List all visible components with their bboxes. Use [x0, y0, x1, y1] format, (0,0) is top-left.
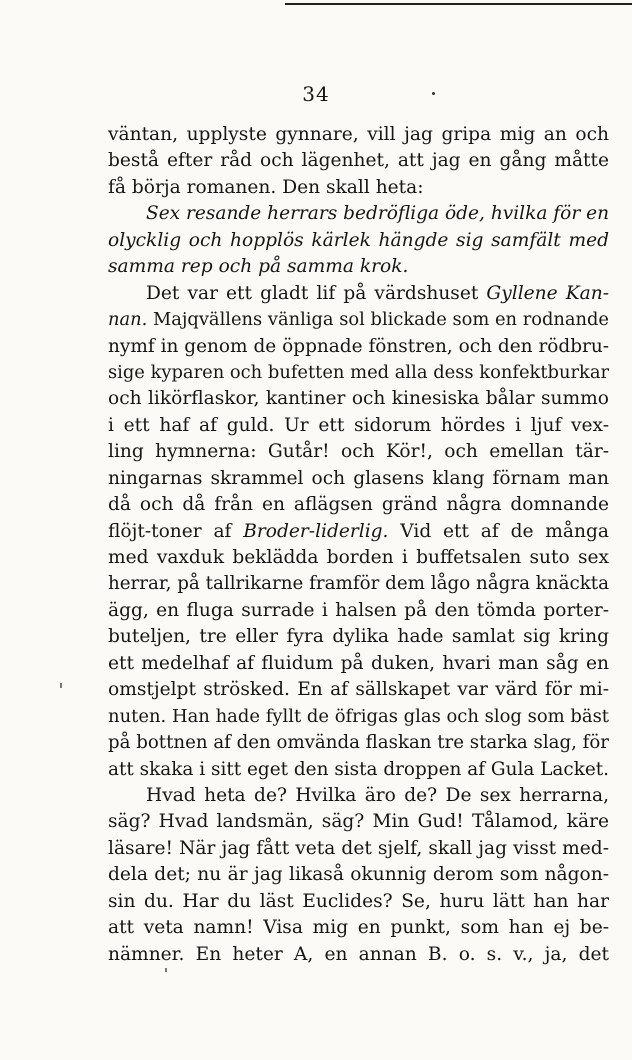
text-line: sige kyparen och bufetten med alla dess konfektburkar — [108, 361, 609, 383]
text-line: väntan, upplyste gynnare, vill jag gripa mig an och — [108, 124, 609, 145]
print-speck — [165, 968, 167, 972]
text-line: Det var ett gladt lif på värdshuset Gyllene Kan- — [146, 282, 609, 304]
text-line: ningarnas skrammel och glasens klang förnam man — [108, 467, 609, 489]
text-line: och likörflaskor, kantiner och kinesiska bålar summo — [108, 388, 609, 410]
text-line: sin du. Har du läst Euclides? Se, huru lätt han har — [108, 890, 609, 912]
title-line-italic: samma rep och på samma krok. — [108, 256, 409, 278]
text-line: i ett haf af guld. Ur ett sidorum hördes i ljuf vex- — [108, 414, 609, 436]
title-line-italic: olycklig och hopplös kärlek hängde sig samfält med — [108, 229, 609, 251]
text-line: att skaka i sitt eget den sista droppen af Gula Lacket. — [108, 758, 609, 780]
text-line: ett medelhaf af fluidum på duken, hvari man såg en — [108, 652, 609, 674]
print-speck — [60, 683, 62, 688]
text-line: herrar, på tallrikarne framför dem lågo några knäckta — [108, 573, 609, 595]
text-line: nymf in genom de öppnade fönstren, och den rödbru- — [108, 335, 609, 357]
text-line: med vaxduk beklädda borden i buffetsalen suto sex — [108, 547, 609, 568]
text-line: att veta namn! Visa mig en punkt, som han ej be- — [108, 917, 609, 939]
text-line: läsare! När jag fått veta det sjelf, skall jag visst med- — [108, 837, 609, 859]
emphasis-text: Gyllene Kan- — [486, 282, 609, 304]
text-line: säg? Hvad landsmän, säg? Min Gud! Tålamod, käre — [108, 811, 609, 833]
text-line: då och då från en aflägsen gränd några domnande — [108, 494, 609, 516]
emphasis-text: nan. — [108, 309, 148, 331]
body-text — [108, 122, 609, 968]
text-line: buteljen, tre eller fyra dylika hade samlat sig kring — [108, 626, 609, 648]
emphasis-text: Broder-liderlig. — [243, 520, 389, 542]
title-line-italic: Sex resande herrars bedröfliga öde, hvilka för en — [146, 203, 610, 225]
text-line: dela det; nu är jag likaså okunnig derom som någon- — [108, 864, 609, 886]
top-page-rule — [285, 3, 632, 5]
text-line: Hvad heta de? Hvilka äro de? De sex herrarna, — [146, 784, 609, 806]
text-line: flöjt-toner af Broder-liderlig. Vid ett af de många — [108, 520, 609, 542]
text-line: omstjelpt strösked. En af sällskapet var värd för mi- — [108, 679, 609, 701]
text-line: på bottnen af den omvända flaskan tre starka slag, för — [108, 732, 609, 754]
text-line: nuten. Han hade fyllt de öfrigas glas och slog som bäst — [108, 705, 609, 727]
text-line: ägg, en fluga surrade i halsen på den tömda porter- — [108, 599, 609, 621]
text-line: bestå efter råd och lägenhet, att jag en gång måtte — [108, 150, 609, 172]
text-line: få börja romanen. Den skall heta: — [108, 176, 424, 198]
page-number: 34 — [302, 82, 330, 106]
text-line: nämner. En heter A, en annan B. o. s. v., ja, det — [108, 943, 609, 965]
text-line: ling hymnerna: Gutår! och Kör!, och emellan tär- — [108, 441, 609, 463]
text-line: nan. Majqvällens vänliga sol blickade som en rodnande — [108, 309, 609, 331]
